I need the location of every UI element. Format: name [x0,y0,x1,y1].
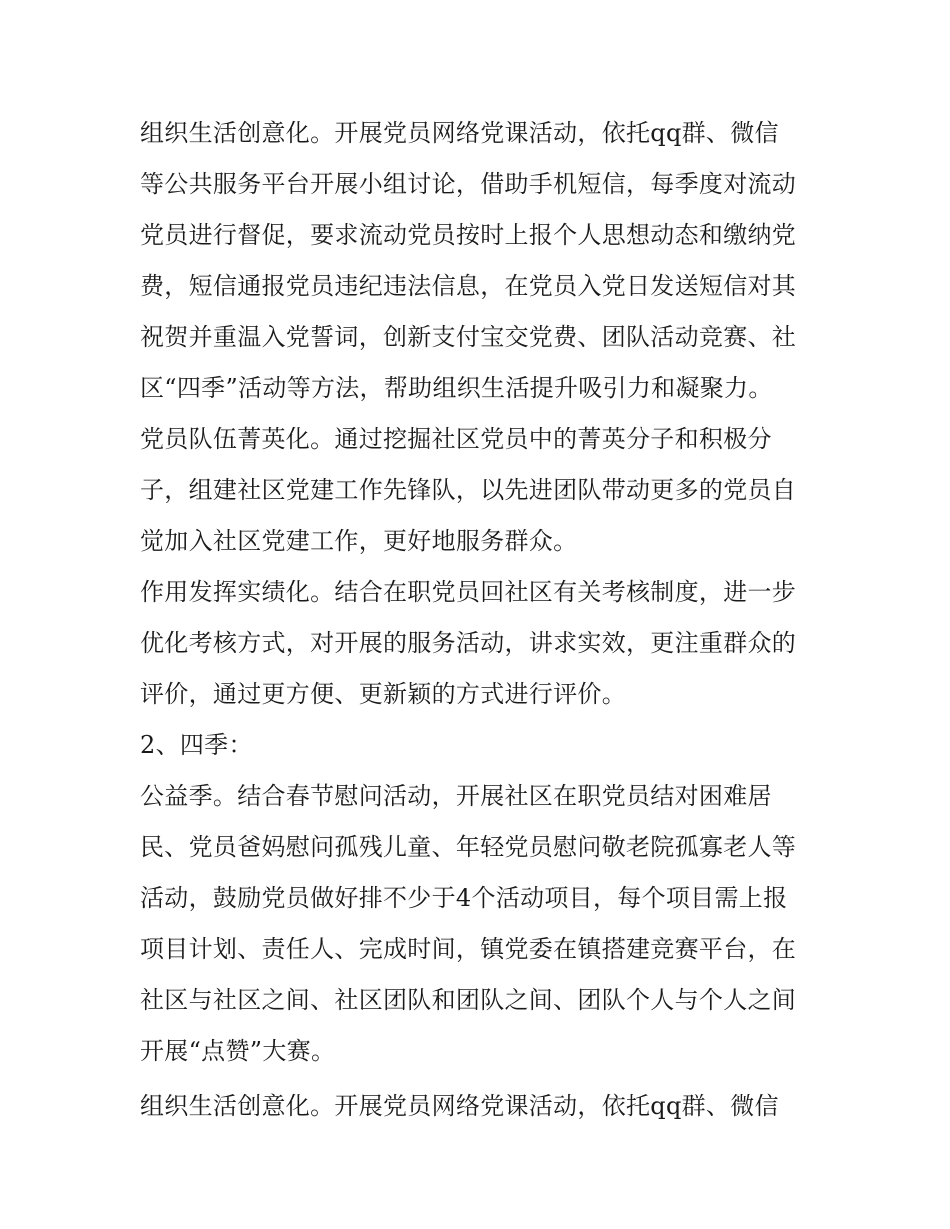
text-line: 党员队伍菁英化。通过挖掘社区党员中的菁英分子和积极分 [140,425,772,453]
text-line: 子，组建社区党建工作先锋队，以先进团队带动更多的党员自 [140,476,797,504]
text-line: 社区与社区之间、社区团队和团队之间、团队个人与个人之间 [140,986,797,1014]
document-body [140,108,820,1132]
text-line: 费，短信通报党员违纪违法信息，在党员入党日发送短信对其 [140,272,797,300]
text-line: 优化考核方式，对开展的服务活动，讲求实效，更注重群众的 [140,629,797,657]
text-line: 活动，鼓励党员做好排不少于4个活动项目，每个项目需上报 [140,884,788,912]
text-line: 区“四季”活动等方法，帮助组织生活提升吸引力和凝聚力。 [140,374,773,402]
text-line: 作用发挥实绩化。结合在职党员回社区有关考核制度，进一步 [140,578,797,606]
text-line: 项目计划、责任人、完成时间，镇党委在镇搭建竞赛平台，在 [140,935,797,963]
text-line: 组织生活创意化。开展党员网络党课活动，依托qq群、微信 [140,119,779,147]
text-line: 组织生活创意化。开展党员网络党课活动，依托qq群、微信 [140,1092,779,1120]
text-line: 等公共服务平台开展小组讨论，借助手机短信，每季度对流动 [140,170,797,198]
section-heading: 2、四季： [140,731,253,759]
text-line: 祝贺并重温入党誓词，创新支付宝交党费、团队活动竞赛、社 [140,323,797,351]
text-line: 开展“点赞”大赛。 [140,1037,336,1065]
text-line: 民、党员爸妈慰问孤残儿童、年轻党员慰问敬老院孤寡老人等 [140,833,797,861]
text-line: 觉加入社区党建工作，更好地服务群众。 [140,527,578,555]
text-line: 公益季。结合春节慰问活动，开展社区在职党员结对困难居 [140,782,772,810]
text-line: 党员进行督促，要求流动党员按时上报个人思想动态和缴纳党 [140,221,797,249]
text-line: 评价，通过更方便、更新颖的方式进行评价。 [140,680,626,708]
